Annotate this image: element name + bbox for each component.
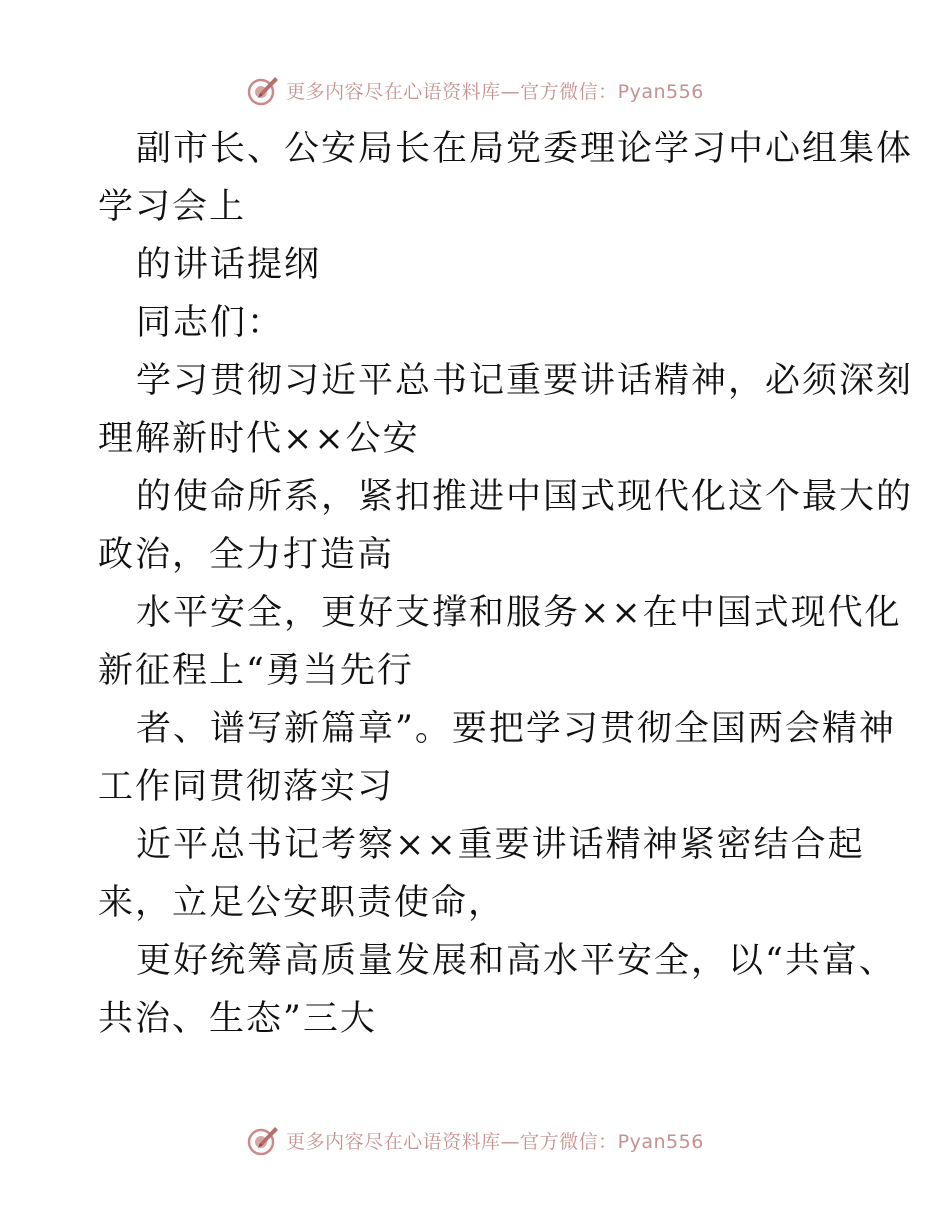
title-line: 的讲话提纲 [136, 245, 322, 285]
footer-watermark-banner [0, 1120, 950, 1160]
paragraph-line: 政治，全力打造高 [98, 535, 395, 575]
paragraph-line: 学习贯彻习近平总书记重要讲话精神，必须深刻 [136, 361, 914, 401]
watermark-text: 更多内容尽在心语资料库—官方微信：Pyan556 [286, 80, 704, 103]
pen-nib-circle-icon [246, 73, 280, 107]
paragraph-line: 工作同贯彻落实习 [98, 767, 395, 807]
paragraph-line: 者、谱写新篇章”。要把学习贯彻全国两会精神 [136, 709, 896, 749]
title-line: 学习会上 [98, 187, 247, 227]
paragraph-line: 理解新时代××公安 [98, 419, 420, 459]
paragraph-line: 来，立足公安职责使命， [98, 883, 506, 923]
paragraph-line: 共治、生态”三大 [98, 999, 377, 1039]
pen-nib-circle-icon [246, 1123, 280, 1157]
header-watermark-banner [0, 70, 950, 110]
title-line: 副市长、公安局长在局党委理论学习中心组集体 [136, 129, 914, 169]
paragraph-line: 的使命所系，紧扣推进中国式现代化这个最大的 [136, 477, 914, 517]
paragraph-line: 水平安全，更好支撑和服务××在中国式现代化 [136, 593, 902, 633]
document-body [98, 120, 914, 1048]
paragraph-line: 新征程上“勇当先行 [98, 651, 414, 691]
paragraph-line: 更好统筹高质量发展和高水平安全，以“共富、 [136, 941, 896, 981]
paragraph-line: 近平总书记考察××重要讲话精神紧密结合起 [136, 825, 865, 865]
watermark-text: 更多内容尽在心语资料库—官方微信：Pyan556 [286, 1130, 704, 1153]
salutation-line: 同志们： [136, 303, 285, 343]
